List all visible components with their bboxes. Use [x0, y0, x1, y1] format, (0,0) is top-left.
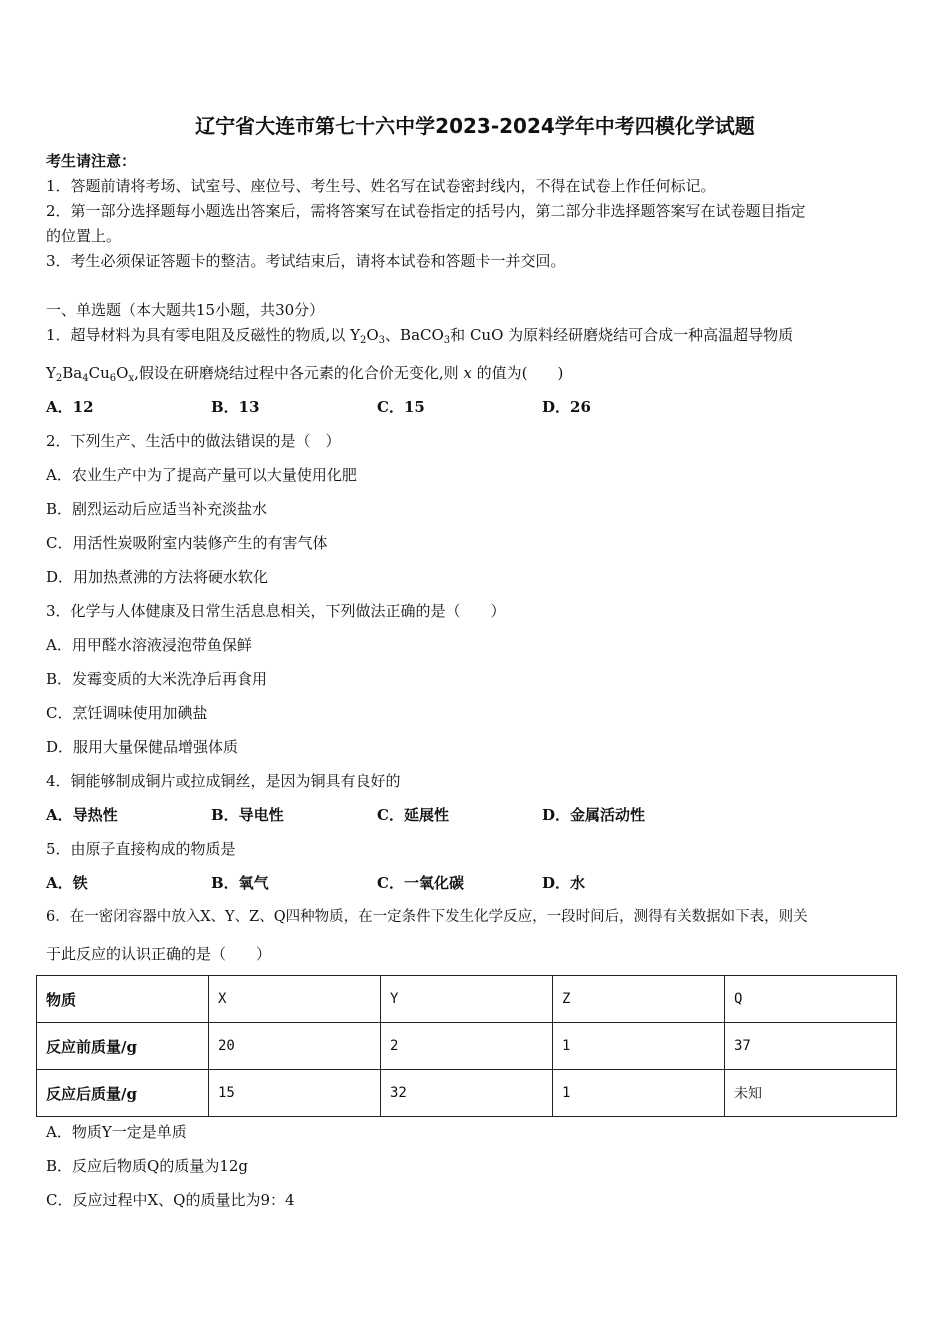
question-5-option-b[interactable]: B．氧气 [211, 874, 269, 892]
question-4-option-d[interactable]: D．金属活动性 [542, 806, 646, 824]
page-title: 辽宁省大连市第七十六中学2023-2024学年中考四模化学试题 [195, 114, 755, 138]
question-3-stem: 3．化学与人体健康及日常生活息息相关，下列做法正确的是（ ） [46, 602, 506, 620]
question-1-option-a[interactable]: A．12 [46, 398, 94, 416]
mass-data-table [36, 975, 897, 1117]
notice-item: 的位置上。 [46, 227, 122, 245]
table-header-cell: Q [725, 976, 897, 1023]
question-6-stem: 6．在一密闭容器中放入X、Y、Z、Q四种物质，在一定条件下发生化学反应，一段时间后，测得有关数据如下表，则关 [46, 909, 808, 925]
question-6-option-a[interactable]: A．物质Y一定是单质 [46, 1123, 187, 1141]
question-1-stem-continued: $Y_2Ba_4Cu_6O_x$,假设在研磨烧结过程中各元素的化合价无变化,则 x 的值为( ) [46, 364, 564, 384]
table-header-cell: X [209, 976, 381, 1023]
question-1-option-c[interactable]: C．15 [377, 398, 425, 416]
table-header-row [37, 976, 897, 1023]
table-cell: 20 [209, 1023, 381, 1070]
question-1-option-d[interactable]: D．26 [542, 398, 591, 416]
question-6-option-b[interactable]: B．反应后物质Q的质量为12g [46, 1157, 249, 1175]
question-5-option-a[interactable]: A．铁 [46, 874, 88, 892]
question-4-option-c[interactable]: C．延展性 [377, 806, 449, 824]
table-cell: 37 [725, 1023, 897, 1070]
table-row [37, 1023, 897, 1070]
table-cell: 1 [553, 1023, 725, 1070]
question-2-option-d[interactable]: D．用加热煮沸的方法将硬水软化 [46, 568, 269, 586]
table-cell: 反应后质量/g [37, 1070, 209, 1117]
question-3-option-d[interactable]: D．服用大量保健品增强体质 [46, 738, 239, 756]
table-cell: 1 [553, 1070, 725, 1117]
question-2-stem: 2．下列生产、生活中的做法错误的是（ ） [46, 432, 341, 450]
table-cell: 反应前质量/g [37, 1023, 209, 1070]
table-cell: 未知 [725, 1070, 897, 1117]
table-header-cell: Y [381, 976, 553, 1023]
question-1-option-b[interactable]: B．13 [211, 398, 260, 416]
question-3-option-c[interactable]: C．烹饪调味使用加碘盐 [46, 704, 208, 722]
table-cell: 15 [209, 1070, 381, 1117]
notice-item: 1．答题前请将考场、试室号、座位号、考生号、姓名写在试卷密封线内，不得在试卷上作任何标记。 [46, 177, 716, 195]
question-5-option-c[interactable]: C．一氧化碳 [377, 874, 464, 892]
notice-heading: 考生请注意： [46, 152, 137, 170]
question-2-option-a[interactable]: A．农业生产中为了提高产量可以大量使用化肥 [46, 466, 357, 484]
question-6-option-c[interactable]: C．反应过程中X、Q的质量比为9：4 [46, 1191, 295, 1209]
table-cell: 2 [381, 1023, 553, 1070]
question-1-stem: 1．超导材料为具有零电阻及反磁性的物质,以 $Y_2O_3$、BaCO$_3$和 CuO 为原料经研磨烧结可合成一种高温超导物质 [46, 326, 794, 346]
question-6-stem-continued: 于此反应的认识正确的是（ ） [46, 945, 272, 963]
table-header-cell: Z [553, 976, 725, 1023]
question-2-option-c[interactable]: C．用活性炭吸附室内装修产生的有害气体 [46, 534, 328, 552]
question-4-stem: 4．铜能够制成铜片或拉成铜丝，是因为铜具有良好的 [46, 772, 401, 790]
question-3-option-a[interactable]: A．用甲醛水溶液浸泡带鱼保鲜 [46, 636, 252, 654]
notice-item: 3．考生必须保证答题卡的整洁。考试结束后，请将本试卷和答题卡一并交回。 [46, 252, 566, 270]
question-3-option-b[interactable]: B．发霉变质的大米洗净后再食用 [46, 670, 268, 688]
question-4-option-b[interactable]: B．导电性 [211, 806, 284, 824]
notice-item: 2．第一部分选择题每小题选出答案后，需将答案写在试卷指定的括号内，第二部分非选择题答案写在试卷题目指定 [46, 202, 806, 220]
question-4-option-a[interactable]: A．导热性 [46, 806, 118, 824]
question-2-option-b[interactable]: B．剧烈运动后应适当补充淡盐水 [46, 500, 268, 518]
question-5-stem: 5．由原子直接构成的物质是 [46, 840, 236, 858]
table-header-cell: 物质 [37, 976, 209, 1023]
table-row [37, 1070, 897, 1117]
table-cell: 32 [381, 1070, 553, 1117]
section-heading: 一、单选题（本大题共15小题，共30分） [46, 301, 325, 319]
question-5-option-d[interactable]: D．水 [542, 874, 586, 892]
